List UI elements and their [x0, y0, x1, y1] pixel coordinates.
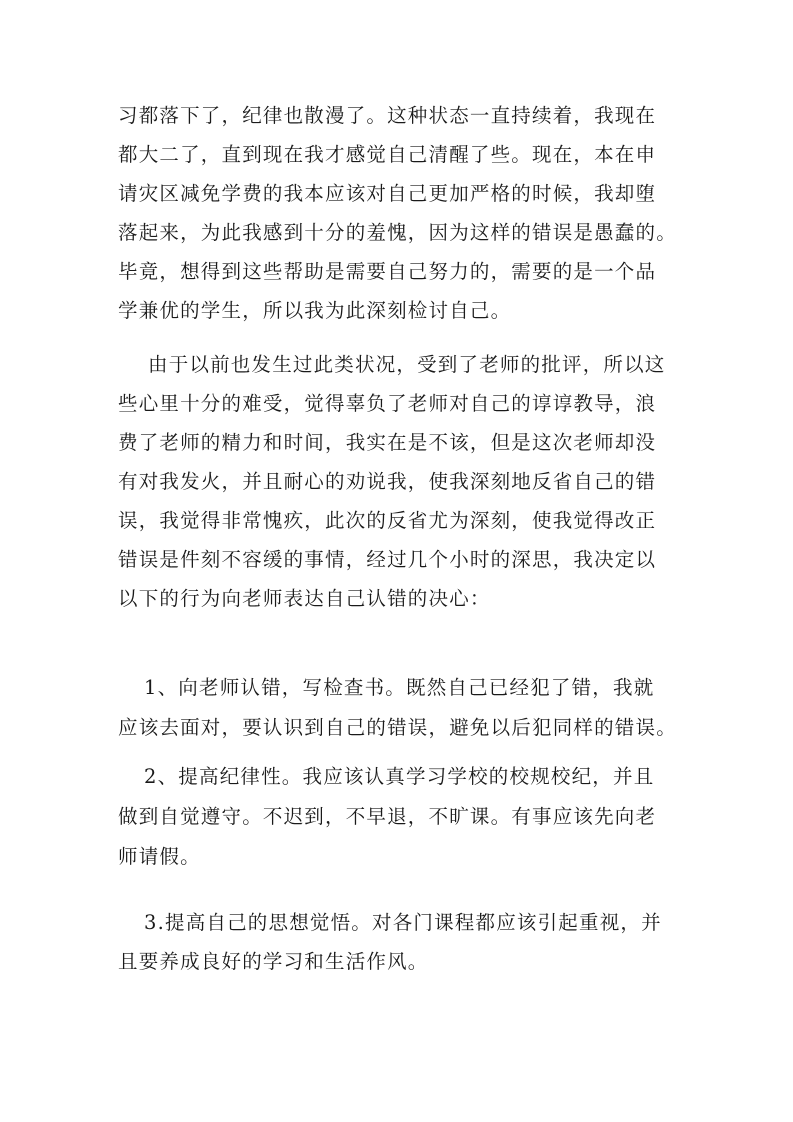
paragraph-3-line-1: 1、向老师认错，写检查书。既然自己已经犯了错，我就 [144, 676, 655, 699]
paragraph-5-line-1: 3.提高自己的思想觉悟。对各门课程都应该引起重视，并 [144, 911, 662, 934]
paragraph-2-line-1: 由于以前也发生过此类状况，受到了老师的批评，所以这 [148, 353, 666, 376]
paragraph-2-line-4: 有对我发火，并且耐心的劝说我，使我深刻地反省自己的错 [118, 470, 657, 493]
paragraph-1-line-6: 学兼优的学生，所以我为此深刻检讨自己。 [118, 299, 512, 322]
paragraph-3-line-2: 应该去面对，要认识到自己的错误，避免以后犯同样的错误。 [118, 716, 677, 739]
paragraph-2-line-3: 费了老师的精力和时间，我实在是不该，但是这次老师却没 [118, 431, 657, 454]
paragraph-1-line-4: 落起来，为此我感到十分的羞愧，因为这样的错误是愚蠢的。 [118, 221, 677, 244]
paragraph-2-line-7: 以下的行为向老师表达自己认错的决心： [118, 587, 491, 610]
paragraph-4-line-1: 2、提高纪律性。我应该认真学习学校的校规校纪，并且 [144, 765, 655, 788]
paragraph-1-line-2: 都大二了，直到现在我才感觉自己清醒了些。现在，本在申 [118, 143, 657, 166]
paragraph-5-line-2: 且要养成良好的学习和生活作风。 [118, 950, 429, 973]
paragraph-1-line-5: 毕竟，想得到这些帮助是需要自己努力的，需要的是一个品 [118, 260, 657, 283]
paragraph-1-line-1: 习都落下了，纪律也散漫了。这种状态一直持续着，我现在 [118, 104, 657, 127]
paragraph-4-line-2: 做到自觉遵守。不迟到，不早退，不旷课。有事应该先向老 [118, 805, 657, 828]
paragraph-1-line-3: 请灾区减免学费的我本应该对自己更加严格的时候，我却堕 [118, 182, 657, 205]
paragraph-4-line-3: 师请假。 [118, 845, 201, 868]
paragraph-2-line-6: 错误是件刻不容缓的事情，经过几个小时的深思，我决定以 [118, 548, 657, 571]
paragraph-2-line-2: 些心里十分的难受，觉得辜负了老师对自己的谆谆教导，浪 [118, 392, 657, 415]
paragraph-2-line-5: 误，我觉得非常愧疚，此次的反省尤为深刻，使我觉得改正 [118, 509, 657, 532]
